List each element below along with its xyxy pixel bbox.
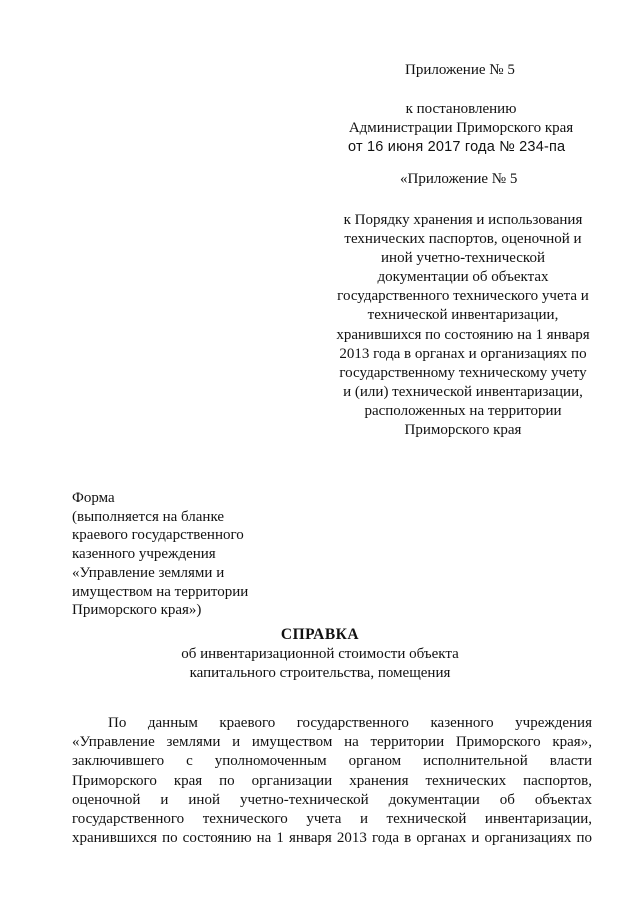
body-word: государственного	[72, 811, 185, 828]
inner-appendix-line: к Порядку хранения и использования	[343, 212, 583, 228]
body-word: с	[186, 753, 193, 770]
body-word: в	[404, 830, 412, 847]
body-word: учреждения	[515, 715, 592, 731]
inner-appendix-line: иной учетно-технической	[381, 250, 545, 267]
inner-appendix-line: документации об объектах	[377, 269, 549, 286]
document-title: СПРАВКА	[280, 626, 360, 643]
body-word: учета	[306, 811, 342, 828]
body-word: хранения	[349, 772, 409, 789]
appendix-title: Приложение № 5	[405, 62, 515, 78]
body-word: организации	[251, 772, 333, 789]
body-word: и	[160, 791, 169, 808]
body-word: казенного	[430, 715, 494, 731]
body-line	[72, 810, 592, 829]
body-line	[72, 733, 592, 752]
body-word: По	[108, 715, 127, 731]
body-word: инвентаризации,	[484, 811, 592, 828]
body-word: состоянию	[182, 830, 252, 847]
body-word: органом	[348, 753, 402, 770]
form-note-line: Приморского края»)	[72, 602, 202, 619]
form-note-line: (выполняется на бланке	[72, 508, 225, 525]
body-word: учетно-технической	[239, 791, 369, 808]
inner-appendix-line: и (или) технической инвентаризации,	[343, 383, 583, 400]
body-line	[72, 829, 592, 848]
document-subtitle-line: об инвентаризационной стоимости объекта	[181, 646, 459, 662]
inner-appendix-title: «Приложение № 5	[400, 171, 518, 187]
body-word: данным	[147, 715, 198, 731]
body-word: края	[173, 772, 203, 789]
body-line	[72, 714, 592, 733]
inner-appendix-line: государственному техническому учету	[339, 364, 587, 381]
body-word: технических	[425, 772, 507, 789]
body-word: хранившихся	[72, 830, 157, 847]
inner-appendix-line: государственного технического учета и	[337, 288, 589, 305]
body-word: и	[232, 734, 241, 751]
appendix-subtitle-line: Администрации Приморского края	[348, 120, 574, 136]
form-note-line: казенного учреждения	[72, 546, 216, 563]
inner-appendix-line: технической инвентаризации,	[367, 307, 559, 324]
body-word: государственного	[296, 715, 409, 731]
body-word: территории	[370, 734, 445, 751]
body-word: технической	[386, 811, 467, 828]
form-note-line: краевого государственного	[72, 527, 244, 544]
body-word: «Управление	[72, 734, 155, 751]
body-word: года	[371, 830, 400, 847]
body-line	[72, 772, 592, 791]
body-word: документации	[388, 791, 480, 808]
document-subtitle-line: капитального строительства, помещения	[189, 665, 451, 681]
body-word: на	[256, 830, 272, 847]
body-word: паспортов,	[523, 772, 592, 789]
body-word: уполномоченным	[214, 753, 327, 770]
body-word: заключившего	[72, 753, 165, 770]
body-word: имуществом	[251, 734, 333, 751]
body-word: края»,	[552, 734, 592, 751]
form-note-line: «Управление землями и	[72, 564, 225, 581]
body-word: Приморского	[455, 734, 541, 751]
body-paragraph	[72, 714, 592, 848]
inner-appendix-line: технических паспортов, оценочной и	[344, 231, 582, 248]
document-subtitle	[0, 645, 640, 683]
body-word: краевого	[219, 715, 276, 731]
body-word: 1	[276, 830, 284, 847]
appendix-subtitle-line: к постановлению	[405, 101, 517, 117]
body-word: органах	[416, 830, 467, 847]
body-word: организациях	[484, 830, 572, 847]
body-word: объектах	[534, 791, 592, 808]
decree-date-stamp: от 16 июня 2017 года № 234-па	[348, 139, 566, 155]
body-word: по	[576, 830, 592, 847]
body-word: исполнительной	[423, 753, 528, 770]
body-word: и	[471, 830, 480, 847]
body-word: оценочной	[72, 791, 141, 808]
inner-appendix-line: Приморского края	[404, 422, 522, 439]
body-line	[72, 791, 592, 810]
body-word: и	[359, 811, 368, 828]
body-word: власти	[549, 753, 592, 770]
body-line	[72, 752, 592, 771]
body-word: 2013	[336, 830, 367, 847]
form-note-line: имуществом на территории	[72, 583, 249, 600]
body-word: технического	[202, 811, 288, 828]
inner-appendix-line: расположенных на территории	[364, 402, 562, 419]
body-word: по	[162, 830, 178, 847]
body-word: землями	[166, 734, 221, 751]
form-note	[72, 489, 248, 620]
form-note-line: Форма	[72, 490, 115, 506]
inner-appendix-line: 2013 года в органах и организациях по	[339, 345, 587, 362]
body-word: января	[288, 830, 332, 847]
body-word: по	[219, 772, 235, 789]
body-word: Приморского	[72, 772, 157, 789]
body-word: иной	[188, 791, 220, 808]
body-word: об	[499, 791, 515, 808]
inner-appendix-body	[330, 211, 596, 440]
inner-appendix-line: хранившихся по состоянию на 1 января	[336, 326, 590, 343]
appendix-subtitle	[330, 100, 592, 138]
body-word: на	[344, 734, 359, 751]
